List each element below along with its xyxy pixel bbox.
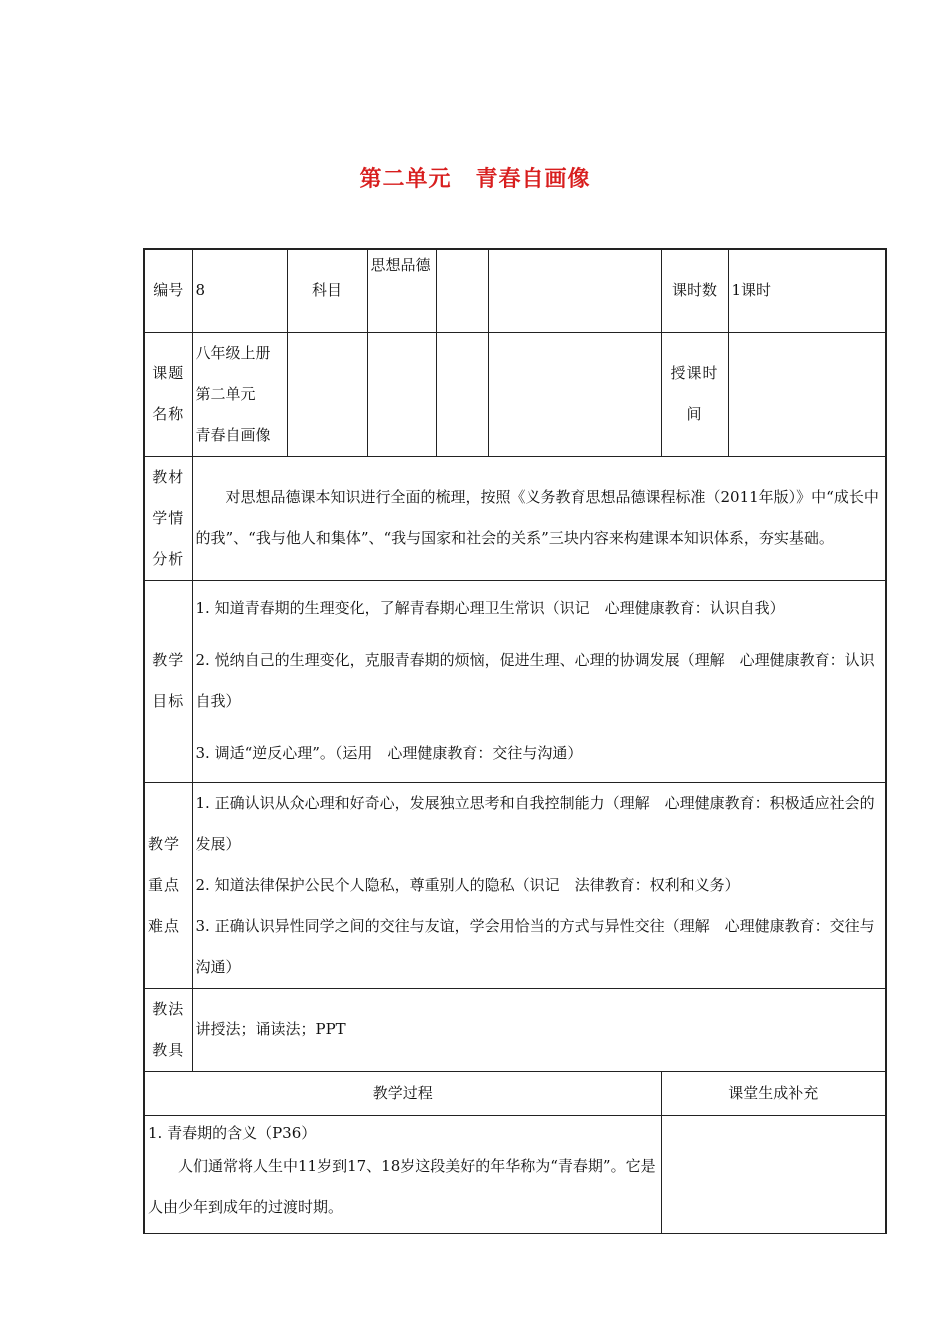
label-line: 分析 [152,549,185,568]
empty-cell [436,249,488,332]
value-hours: 1课时 [728,249,886,332]
label-line: 学情 [152,508,185,527]
label-objectives [144,580,192,782]
objectives-list [192,580,886,782]
empty-cell [488,332,661,456]
objective-item: 2. 悦纳自己的生理变化，克服青春期的烦恼，促进生理、心理的协调发展（理解 心理健康教育：认识自我） [195,651,875,710]
label-time-line: 间 [686,405,703,423]
row-basic-info [144,249,886,332]
label-line: 教材 [152,467,185,486]
label-analysis [144,456,192,580]
title-topic: 青春自画像 [475,167,591,192]
process-heading: 1. 青春期的含义（P36） [148,1124,317,1142]
label-line [148,865,189,906]
label-methods [144,988,192,1071]
label-key-points [144,782,192,988]
label-time-line: 授课时 [670,364,719,382]
header-process: 教学过程 [144,1071,661,1115]
objective-item: 3. 调适“逆反心理”。（运用 心理健康教育：交往与沟通） [195,744,583,762]
process-content [144,1115,661,1233]
label-line [148,824,189,865]
label-line-text: 教学 [148,834,181,853]
label-subject: 科目 [287,249,367,332]
key-point-item: 3. 正确认识异性同学之间的交往与友谊，学会用恰当的方式与异性交往（理解 心理健康教育：交往与沟通） [195,916,875,976]
label-line-text: 重点 [148,875,181,894]
title-unit: 第二单元 [359,167,452,192]
row-process-header [144,1071,886,1115]
topic-line: 青春自画像 [195,425,271,444]
key-point-item: 2. 知道法律保护公民个人隐私，尊重别人的隐私（识记 法律教育：权利和义务） [195,875,740,894]
label-topic [144,332,192,456]
row-methods [144,988,886,1071]
value-subject: 思想品德 [367,249,436,332]
row-analysis [144,456,886,580]
label-teaching-time [661,332,728,456]
label-line: 教学 [152,651,185,669]
value-teaching-time [728,332,886,456]
page-title [0,162,950,193]
row-key-points [144,782,886,988]
methods-text: 讲授法；诵读法；PPT [192,988,886,1071]
label-line: 教具 [152,1040,185,1059]
label-line: 教法 [152,999,185,1018]
supplement-content [661,1115,886,1233]
analysis-text: 对思想品德课本知识进行全面的梳理，按照《义务教育思想品德课程标准（2011年版）》中“成长中的我”、“我与他人和集体”、“我与国家和社会的关系”三块内容来构建课本知识体系，夯实基础。 [192,456,886,580]
label-topic-line: 名称 [152,405,185,423]
row-objectives [144,580,886,782]
value-topic [192,332,287,456]
label-hours: 课时数 [661,249,728,332]
row-process-content [144,1115,886,1233]
topic-line: 八年级上册 [195,343,271,362]
label-line [148,906,189,947]
label-topic-line: 课题 [152,364,185,382]
topic-line: 第二单元 [195,384,256,403]
value-number: 8 [192,249,287,332]
lesson-plan-table [143,248,887,1234]
objective-item: 1. 知道青春期的生理变化，了解青春期心理卫生常识（识记 心理健康教育：认识自我） [195,599,785,617]
label-line-text: 难点 [148,916,181,935]
empty-cell [287,332,367,456]
empty-cell [488,249,661,332]
empty-cell [367,332,436,456]
label-number: 编号 [144,249,192,332]
empty-cell [436,332,488,456]
label-line: 目标 [152,692,185,710]
process-text: 人们通常将人生中11岁到17、18岁这段美好的年华称为“青春期”。它是人由少年到成年的过渡时期。 [148,1157,656,1216]
key-point-item: 1. 正确认识从众心理和好奇心，发展独立思考和自我控制能力（理解 心理健康教育：积极适应社会的发展） [195,793,875,853]
key-points-list [192,782,886,988]
row-topic [144,332,886,456]
header-supplement: 课堂生成补充 [661,1071,886,1115]
